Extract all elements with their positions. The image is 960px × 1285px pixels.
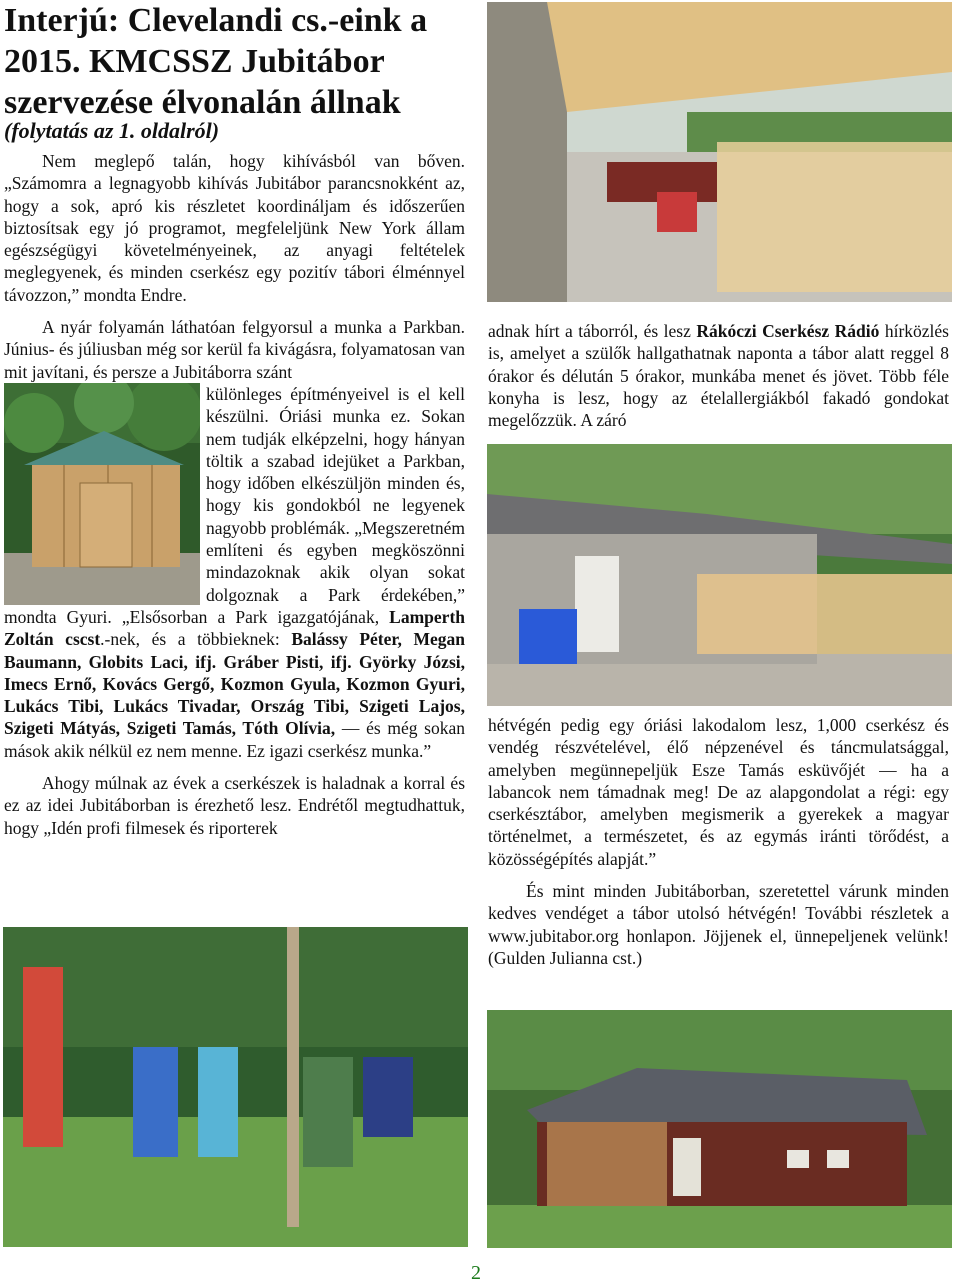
page-number: 2: [471, 1262, 481, 1284]
photo-building-porch: [487, 444, 952, 706]
paragraph-wedding: hétvégén pedig egy óriási lakodalom lesz, 1,000 cserkész és vendég részvételével, élő népzenével és táncmulatsággal, amelyben megünnepeljük Esze Tamás esküvőjét — ha a labancok nem támadnak meg! De az alapgondolat a régi: egy cserkésztábor, amelyben megismerik a gyerekek a magyar történelmet, a természetet, és az egymás iránti törődést, a közösségépítés alapját.”: [488, 715, 949, 869]
radio-name: Rákóczi Cserkész Rádió: [696, 321, 880, 341]
paragraph-challenge: Nem meglepő talán, hogy kihívásból van bőven. „Számomra a legnagyobb kihívás Jubitábor parancsnokként az, hogy a sok, apró kis részletet koordináljam és időszerűen biztosítsak egy jó programot, megfeleljünk New York állam egészségügyi követelményeinek, az anyagi feltételek meglegyenek, és minden cserkész egy pozitív tábori élménnyel távozzon,” mondta Endre.: [4, 151, 465, 305]
left-column: [4, 150, 465, 839]
right-column-middle: [488, 714, 949, 969]
volunteer-names: Balássy Péter, Megan Baumann, Globits Laci, ifj. Gráber Pisti, ifj. Györky Józsi, Imecs Ernő, Kovács Gergő, Kozmon Gyula, Kozmon Gyuri, Lukács Tibi, Lukács Tivadar, Ország Tibi, Szigeti Lajos, Szigeti Mátyás, Szigeti Tamás, Tóth Olívia,: [4, 629, 466, 739]
paragraph-invitation: És mint minden Jubitáborban, szeretettel várunk minden kedves vendéget a tábor utolsó hétvégén! További részletek a www.jubitabor.org honlapon. Jöjjenek el, ünnepeljenek velünk! (Gulden Julianna cst.): [488, 881, 949, 968]
paragraph-summer-work: A nyár folyamán láthatóan felgyorsul a munka a Parkban. Június- és júliusban még sor kerül fa kivágásra, folyamatosan van mit javítani, és persze a Jubitáborra szánt: [4, 317, 465, 382]
continuation-note: (folytatás az 1. oldalról): [4, 118, 220, 143]
photo-covered-porch: [487, 2, 952, 302]
paragraph-thanks: különleges építményeivel is el kell készülni. Óriási munka ez. Sokan nem tudják elképzelni, hogy hányan töltik a szabad idejüket a Parkban, hogy időben elkészüljön minden és, hogy kis gondokból ne legyenek nagyobb problémák. „Megszeretném említeni és egyben megköszönni mindazoknak akik olyan sokat dolgoznak a Park érdekében,” mondta Gyuri. „Elsősorban a Park igazgatójának, Lamperth Zoltán cscst.-nek, és a többieknek: Balássy Péter, Megan Baumann, Globits Laci, ifj. Gráber Pisti, ifj. Györky Józsi, Imecs Ernő, Kovács Gergő, Kozmon Gyula, Kozmon Gyuri, Lukács Tibi, Lukács Tivadar, Ország Tibi, Szigeti Lajos, Szigeti Mátyás, Szigeti Tamás, Tóth Olívia, — és még sokan mások akik nélkül ez nem menne. Ez igazi cserkész munka.”: [4, 383, 465, 762]
right-column-top: [488, 320, 949, 431]
photo-cabin: [487, 1010, 952, 1248]
photo-wooden-shed: [4, 383, 200, 605]
article-title: Interjú: Clevelandi cs.-eink a 2015. KMCSSZ Jubitábor szervezése élvonalán állnak: [4, 2, 428, 121]
paragraph-radio: adnak hírt a táborról, és lesz Rákóczi Cserkész Rádió hírközlés is, amelyet a szülők hallgathatnak naponta a tábor alatt reggel 8 órakor és délután 5 órakor, munkába menet és jövet. Több féle konyha is lesz, hogy az ételallergiákból fakadó gondokat megelőzzük. A záró: [488, 321, 949, 431]
paragraph-media: Ahogy múlnak az évek a cserkészek is haladnak a korral és ez az idei Jubitáborban is érezhető lesz. Endrétől megtudhattuk, hogy „Idén profi filmesek és riporterek: [4, 773, 465, 838]
park-director-name: Lamperth Zoltán cscst: [4, 606, 465, 650]
photo-group-raising-pole: [3, 927, 468, 1247]
